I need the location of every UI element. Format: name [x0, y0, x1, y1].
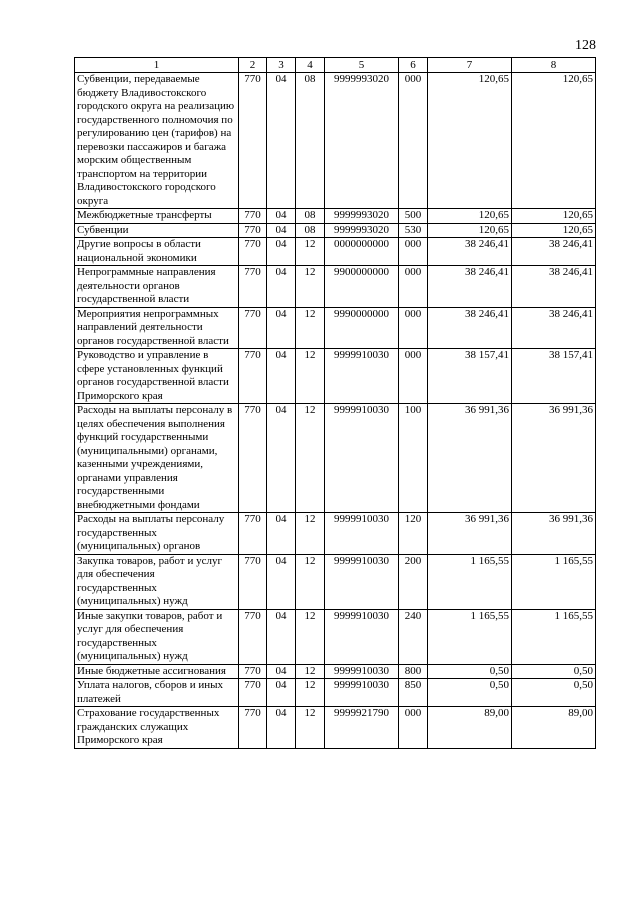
row-code-cell: 12	[296, 664, 325, 679]
row-name-cell: Субвенции	[75, 223, 239, 238]
row-name-cell: Субвенции, передаваемые бюджету Владивостокского городского округа на реализацию государственного полномочия по регулированию цен (тарифов) на перевозки пассажиров и багажа морским общественным транспортом на территории Владивостокского городского округа	[75, 73, 239, 209]
row-amount-cell: 0,50	[512, 679, 596, 707]
table-row	[75, 554, 596, 609]
row-amount-cell: 38 157,41	[512, 349, 596, 404]
row-code-cell: 04	[267, 73, 296, 209]
row-code-cell: 04	[267, 223, 296, 238]
row-name-cell: Мероприятия непрограммных направлений деятельности органов государственной власти	[75, 307, 239, 349]
row-code-cell: 850	[399, 679, 428, 707]
row-amount-cell: 0,50	[512, 664, 596, 679]
row-amount-cell: 120,65	[428, 209, 512, 224]
row-code-cell: 04	[267, 209, 296, 224]
budget-table	[74, 57, 596, 749]
header-row	[75, 58, 596, 73]
row-amount-cell: 1 165,55	[512, 554, 596, 609]
row-name-cell: Расходы на выплаты персоналу государственных (муниципальных) органов	[75, 513, 239, 555]
row-amount-cell: 36 991,36	[428, 404, 512, 513]
row-amount-cell: 38 246,41	[512, 307, 596, 349]
row-amount-cell: 1 165,55	[428, 554, 512, 609]
row-code-cell: 9999910030	[325, 513, 399, 555]
row-code-cell: 770	[239, 209, 267, 224]
row-code-cell: 12	[296, 266, 325, 308]
row-code-cell: 04	[267, 609, 296, 664]
row-code-cell: 04	[267, 349, 296, 404]
row-amount-cell: 38 246,41	[428, 238, 512, 266]
row-code-cell: 9999910030	[325, 349, 399, 404]
header-cell: 7	[428, 58, 512, 73]
row-code-cell: 04	[267, 307, 296, 349]
row-code-cell: 04	[267, 554, 296, 609]
header-cell: 8	[512, 58, 596, 73]
row-name-cell: Страхование государственных гражданских служащих Приморского края	[75, 707, 239, 749]
header-cell: 3	[267, 58, 296, 73]
header-cell: 1	[75, 58, 239, 73]
row-code-cell: 120	[399, 513, 428, 555]
row-code-cell: 000	[399, 238, 428, 266]
row-amount-cell: 36 991,36	[428, 513, 512, 555]
row-code-cell: 9999921790	[325, 707, 399, 749]
row-code-cell: 000	[399, 349, 428, 404]
table-row	[75, 609, 596, 664]
header-cell: 2	[239, 58, 267, 73]
row-code-cell: 12	[296, 513, 325, 555]
row-code-cell: 08	[296, 73, 325, 209]
row-code-cell: 9990000000	[325, 307, 399, 349]
row-name-cell: Руководство и управление в сфере установленных функций органов государственной власти Приморского края	[75, 349, 239, 404]
row-code-cell: 04	[267, 707, 296, 749]
row-amount-cell: 89,00	[428, 707, 512, 749]
row-code-cell: 770	[239, 609, 267, 664]
row-code-cell: 770	[239, 679, 267, 707]
row-code-cell: 770	[239, 664, 267, 679]
table-row	[75, 349, 596, 404]
row-code-cell: 800	[399, 664, 428, 679]
row-code-cell: 770	[239, 513, 267, 555]
row-code-cell: 12	[296, 609, 325, 664]
row-name-cell: Расходы на выплаты персоналу в целях обеспечения выполнения функций государственными (муниципальными) органами, казенными учреждениями, органами управления государственными внебюджетными фондами	[75, 404, 239, 513]
row-code-cell: 770	[239, 707, 267, 749]
header-cell: 5	[325, 58, 399, 73]
table-row	[75, 307, 596, 349]
row-code-cell: 04	[267, 664, 296, 679]
row-amount-cell: 1 165,55	[512, 609, 596, 664]
row-code-cell: 08	[296, 223, 325, 238]
row-code-cell: 530	[399, 223, 428, 238]
row-code-cell: 000	[399, 307, 428, 349]
table-row	[75, 404, 596, 513]
row-code-cell: 9999993020	[325, 223, 399, 238]
row-code-cell: 9999910030	[325, 554, 399, 609]
row-name-cell: Непрограммные направления деятельности органов государственной власти	[75, 266, 239, 308]
row-amount-cell: 0,50	[428, 679, 512, 707]
table-row	[75, 664, 596, 679]
row-code-cell: 9999910030	[325, 404, 399, 513]
row-amount-cell: 36 991,36	[512, 513, 596, 555]
row-code-cell: 12	[296, 554, 325, 609]
table-row	[75, 73, 596, 209]
row-amount-cell: 38 246,41	[428, 266, 512, 308]
table-row	[75, 707, 596, 749]
row-code-cell: 12	[296, 307, 325, 349]
row-code-cell: 200	[399, 554, 428, 609]
table-row	[75, 209, 596, 224]
row-code-cell: 04	[267, 404, 296, 513]
row-code-cell: 9999910030	[325, 679, 399, 707]
row-code-cell: 770	[239, 238, 267, 266]
row-amount-cell: 120,65	[512, 223, 596, 238]
table-row	[75, 266, 596, 308]
row-name-cell: Межбюджетные трансферты	[75, 209, 239, 224]
row-amount-cell: 38 246,41	[428, 307, 512, 349]
row-code-cell: 500	[399, 209, 428, 224]
row-name-cell: Другие вопросы в области национальной экономики	[75, 238, 239, 266]
row-amount-cell: 120,65	[428, 223, 512, 238]
row-code-cell: 12	[296, 679, 325, 707]
table-row	[75, 223, 596, 238]
table-row	[75, 679, 596, 707]
row-code-cell: 04	[267, 513, 296, 555]
row-code-cell: 08	[296, 209, 325, 224]
row-code-cell: 000	[399, 266, 428, 308]
row-amount-cell: 38 157,41	[428, 349, 512, 404]
row-code-cell: 12	[296, 349, 325, 404]
row-name-cell: Иные закупки товаров, работ и услуг для обеспечения государственных (муниципальных) нужд	[75, 609, 239, 664]
header-cell: 6	[399, 58, 428, 73]
row-code-cell: 000	[399, 707, 428, 749]
row-code-cell: 9999910030	[325, 664, 399, 679]
row-name-cell: Закупка товаров, работ и услуг для обеспечения государственных (муниципальных) нужд	[75, 554, 239, 609]
row-code-cell: 000	[399, 73, 428, 209]
row-code-cell: 770	[239, 307, 267, 349]
row-name-cell: Иные бюджетные ассигнования	[75, 664, 239, 679]
row-amount-cell: 89,00	[512, 707, 596, 749]
row-code-cell: 04	[267, 238, 296, 266]
row-amount-cell: 120,65	[512, 209, 596, 224]
row-code-cell: 12	[296, 707, 325, 749]
page-number: 128	[575, 38, 596, 53]
row-code-cell: 9900000000	[325, 266, 399, 308]
row-code-cell: 770	[239, 266, 267, 308]
row-code-cell: 04	[267, 266, 296, 308]
row-code-cell: 12	[296, 238, 325, 266]
row-code-cell: 12	[296, 404, 325, 513]
row-code-cell: 04	[267, 679, 296, 707]
row-amount-cell: 38 246,41	[512, 266, 596, 308]
row-code-cell: 240	[399, 609, 428, 664]
row-amount-cell: 120,65	[428, 73, 512, 209]
table-row	[75, 513, 596, 555]
row-amount-cell: 0,50	[428, 664, 512, 679]
header-cell: 4	[296, 58, 325, 73]
row-code-cell: 770	[239, 73, 267, 209]
row-amount-cell: 36 991,36	[512, 404, 596, 513]
row-code-cell: 770	[239, 404, 267, 513]
row-code-cell: 770	[239, 223, 267, 238]
row-amount-cell: 120,65	[512, 73, 596, 209]
row-code-cell: 9999910030	[325, 609, 399, 664]
row-code-cell: 0000000000	[325, 238, 399, 266]
row-code-cell: 9999993020	[325, 209, 399, 224]
row-amount-cell: 38 246,41	[512, 238, 596, 266]
row-code-cell: 770	[239, 554, 267, 609]
row-code-cell: 770	[239, 349, 267, 404]
row-name-cell: Уплата налогов, сборов и иных платежей	[75, 679, 239, 707]
row-code-cell: 100	[399, 404, 428, 513]
table-row	[75, 238, 596, 266]
row-code-cell: 9999993020	[325, 73, 399, 209]
row-amount-cell: 1 165,55	[428, 609, 512, 664]
